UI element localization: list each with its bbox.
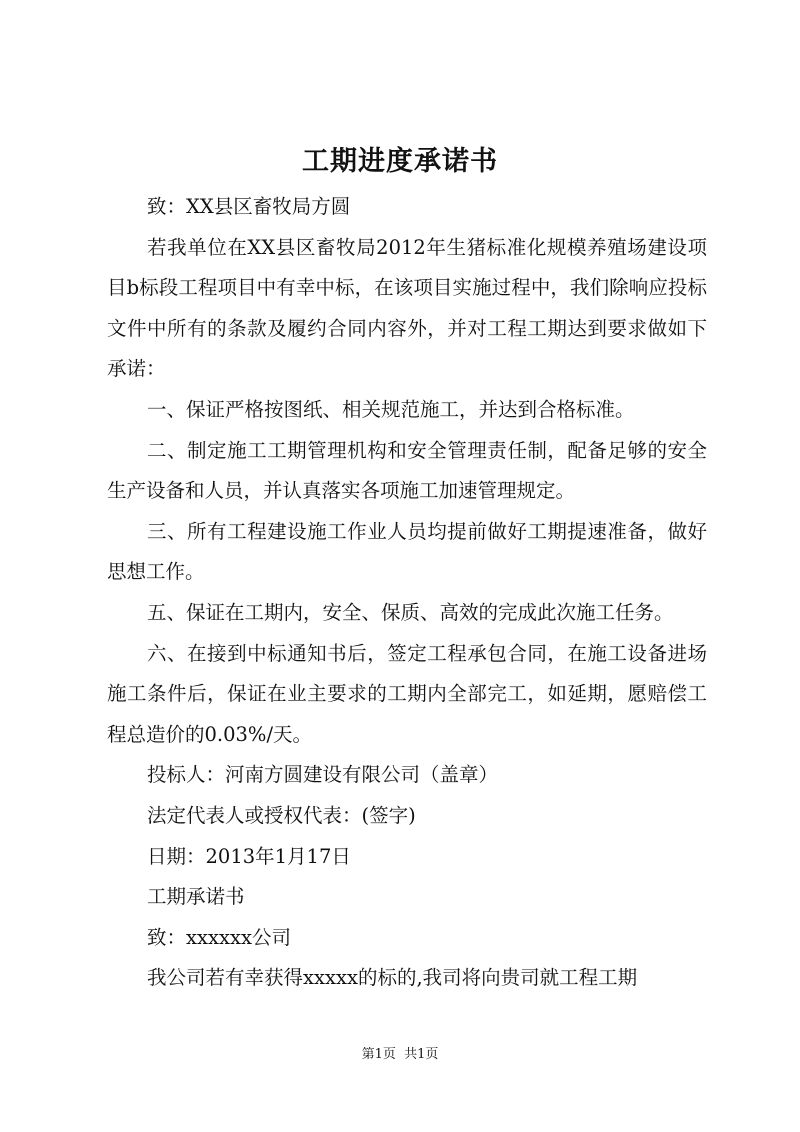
commitment-item-5: 五、保证在工期内，安全、保质、高效的完成此次施工任务。 <box>147 600 674 624</box>
second-addressee-line: 致：xxxxxx公司 <box>147 925 291 949</box>
bidder-line: 投标人：河南方圆建设有限公司（盖章） <box>147 763 499 787</box>
addressee-line: 致：XX县区畜牧局方圆 <box>147 195 351 218</box>
commitment-item-1: 一、保证严格按图纸、相关规范施工，并达到合格标准。 <box>147 397 635 421</box>
document-body <box>107 187 707 999</box>
date-line: 日期：2013年1月17日 <box>147 844 351 868</box>
page-total: 共1页 <box>404 1047 439 1062</box>
intro-paragraph: 若我单位在XX县区畜牧局2012年生猪标准化规模养殖场建设项目b标段工程项目中有幸中标，在该项目实施过程中，我们除响应投标文件中所有的条款及履约合同内容外，并对工程工期达到要求做如下承诺： <box>107 235 707 381</box>
document-title: 工期进度承诺书 <box>302 146 498 177</box>
page-footer <box>0 1045 800 1065</box>
second-paragraph: 我公司若有幸获得xxxxx的标的,我司将向贵司就工程工期 <box>147 966 638 990</box>
representative-line: 法定代表人或授权代表：(签字) <box>147 803 416 827</box>
commitment-item-3: 三、所有工程建设施工作业人员均提前做好工期提速准备，做好思想工作。 <box>107 519 707 584</box>
commitment-item-6: 六、在接到中标通知书后，签定工程承包合同，在施工设备进场施工条件后，保证在业主要求的工期内全部完工，如延期，愿赔偿工程总造价的0.03%/天。 <box>107 641 707 746</box>
page-number: 第1页 <box>361 1047 396 1062</box>
commitment-item-2: 二、制定施工工期管理机构和安全管理责任制，配备足够的安全生产设备和人员，并认真落实各项施工加速管理规定。 <box>107 438 707 503</box>
second-title: 工期承诺书 <box>147 885 245 909</box>
